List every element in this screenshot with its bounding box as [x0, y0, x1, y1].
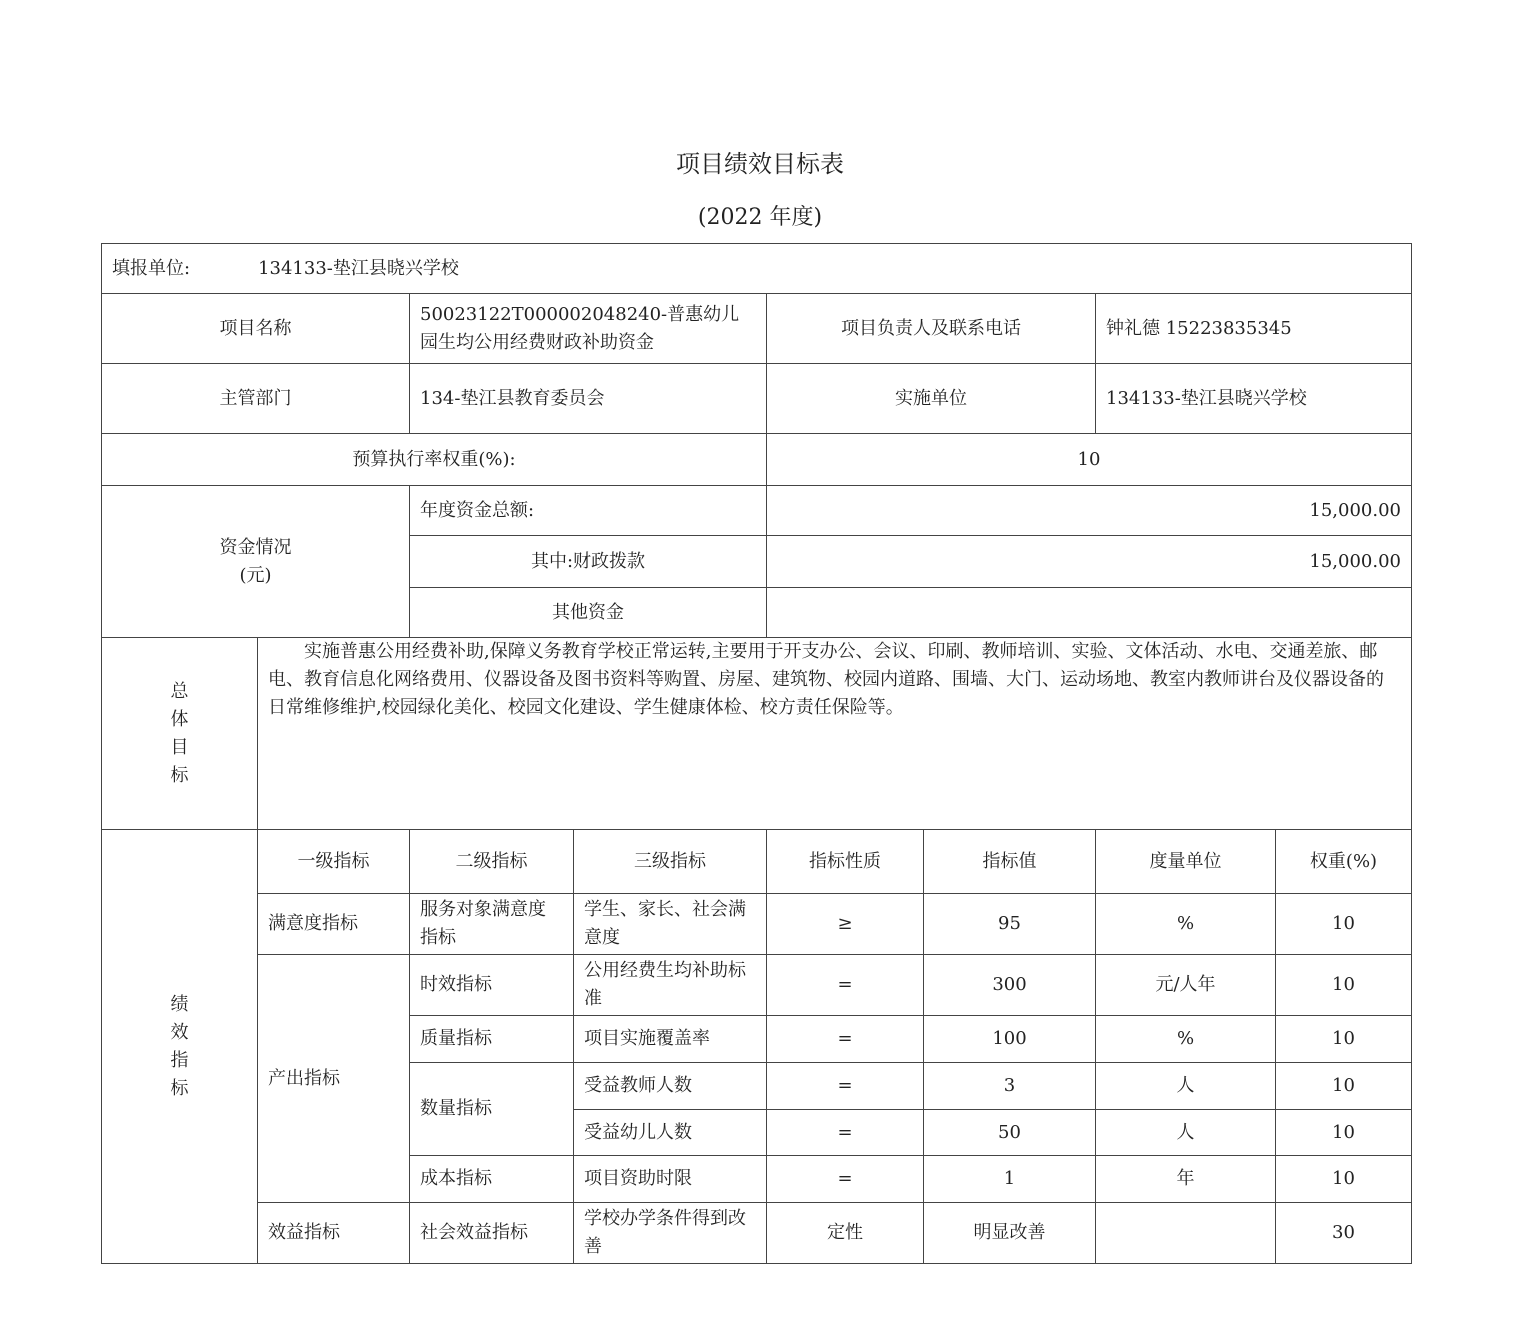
level1-satisfaction: 满意度指标 — [258, 894, 410, 955]
unit-cell: 年 — [1096, 1156, 1276, 1203]
dept-value: 134-垫江县教育委员会 — [410, 364, 767, 434]
level3-cell: 学生、家长、社会满意度 — [574, 894, 767, 955]
goal-label: 总 体 目 标 — [102, 638, 258, 830]
level3-cell: 公用经费生均补助标准 — [574, 955, 767, 1016]
page-subtitle: (2022 年度) — [697, 205, 823, 230]
indicator-header-row — [102, 830, 1412, 894]
funds-other-label: 其他资金 — [410, 588, 767, 638]
contact-label: 项目负责人及联系电话 — [767, 294, 1096, 364]
nature-cell: = — [767, 1110, 924, 1156]
dept-label: 主管部门 — [102, 364, 410, 434]
value-cell: 1 — [924, 1156, 1096, 1203]
reporting-unit-value: 134133-垫江县晓兴学校 — [258, 257, 459, 279]
level2-quality: 质量指标 — [410, 1016, 574, 1063]
value-cell: 3 — [924, 1063, 1096, 1110]
col-header-level3: 三级指标 — [574, 830, 767, 894]
level2-service: 服务对象满意度指标 — [410, 894, 574, 955]
value-cell: 50 — [924, 1110, 1096, 1156]
nature-cell: = — [767, 1063, 924, 1110]
level3-cell: 学校办学条件得到改善 — [574, 1203, 767, 1264]
unit-cell — [1096, 1203, 1276, 1264]
value-cell: 100 — [924, 1016, 1096, 1063]
header-row — [102, 244, 1412, 294]
unit-cell: 人 — [1096, 1063, 1276, 1110]
project-row — [102, 294, 1412, 364]
nature-cell: = — [767, 1016, 924, 1063]
table-row — [102, 1203, 1412, 1264]
table-row — [102, 894, 1412, 955]
nature-cell: = — [767, 955, 924, 1016]
funds-fiscal-label: 其中:财政拨款 — [410, 536, 767, 588]
contact-value: 钟礼德 15223835345 — [1096, 294, 1412, 364]
nature-cell: 定性 — [767, 1203, 924, 1264]
goal-text: 实施普惠公用经费补助,保障义务教育学校正常运转,主要用于开支办公、会议、印刷、教师培训、实验、文体活动、水电、交通差旅、邮电、教育信息化网络费用、仪器设备及图书资料等购置、房屋、建筑物、校园内道路、围墙、大门、运动场地、教室内教师讲台及仪器设备的日常维修维护,校园绿化美化、校园文化建设、学生健康体检、校方责任保险等。 — [258, 638, 1412, 830]
col-header-level2: 二级指标 — [410, 830, 574, 894]
level2-social: 社会效益指标 — [410, 1203, 574, 1264]
level2-cost: 成本指标 — [410, 1156, 574, 1203]
weight-cell: 10 — [1276, 894, 1412, 955]
impl-label: 实施单位 — [767, 364, 1096, 434]
goal-row — [102, 638, 1412, 830]
funds-label: 资金情况 — [219, 536, 292, 558]
funds-label-cell — [102, 486, 410, 638]
weight-cell: 10 — [1276, 1063, 1412, 1110]
impl-value: 134133-垫江县晓兴学校 — [1096, 364, 1412, 434]
weight-cell: 10 — [1276, 1016, 1412, 1063]
col-header-level1: 一级指标 — [258, 830, 410, 894]
funds-other-value — [767, 588, 1412, 638]
level1-output: 产出指标 — [258, 955, 410, 1203]
funds-total-value: 15,000.00 — [767, 486, 1412, 536]
level3-cell: 受益教师人数 — [574, 1063, 767, 1110]
project-name-value: 50023122T000002048240-普惠幼儿园生均公用经费财政补助资金 — [410, 294, 767, 364]
nature-cell: = — [767, 1156, 924, 1203]
funds-total-label: 年度资金总额: — [410, 486, 767, 536]
col-header-nature: 指标性质 — [767, 830, 924, 894]
value-cell: 300 — [924, 955, 1096, 1016]
indicators-label: 绩 效 指 标 — [102, 830, 258, 1264]
unit-cell: 元/人年 — [1096, 955, 1276, 1016]
budget-weight-value: 10 — [767, 434, 1412, 486]
col-header-unit: 度量单位 — [1096, 830, 1276, 894]
value-cell: 95 — [924, 894, 1096, 955]
funds-fiscal-value: 15,000.00 — [767, 536, 1412, 588]
weight-cell: 10 — [1276, 955, 1412, 1016]
department-row — [102, 364, 1412, 434]
value-cell: 明显改善 — [924, 1203, 1096, 1264]
project-name-label: 项目名称 — [102, 294, 410, 364]
weight-cell: 10 — [1276, 1110, 1412, 1156]
weight-cell: 10 — [1276, 1156, 1412, 1203]
budget-weight-row — [102, 434, 1412, 486]
funds-total-row — [102, 486, 1412, 536]
unit-cell: % — [1096, 894, 1276, 955]
nature-cell: ≥ — [767, 894, 924, 955]
level1-benefit: 效益指标 — [258, 1203, 410, 1264]
performance-table — [101, 243, 1412, 1264]
col-header-weight: 权重(%) — [1276, 830, 1412, 894]
funds-unit: (元) — [239, 564, 272, 586]
weight-cell: 30 — [1276, 1203, 1412, 1264]
reporting-unit-cell — [102, 244, 1412, 294]
level2-timeliness: 时效指标 — [410, 955, 574, 1016]
level2-quantity: 数量指标 — [410, 1063, 574, 1156]
level3-cell: 项目实施覆盖率 — [574, 1016, 767, 1063]
budget-weight-label: 预算执行率权重(%): — [102, 434, 767, 486]
unit-cell: 人 — [1096, 1110, 1276, 1156]
level3-cell: 项目资助时限 — [574, 1156, 767, 1203]
level3-cell: 受益幼儿人数 — [574, 1110, 767, 1156]
col-header-value: 指标值 — [924, 830, 1096, 894]
reporting-unit-label: 填报单位: — [112, 257, 191, 279]
unit-cell: % — [1096, 1016, 1276, 1063]
page-title: 项目绩效目标表 — [676, 150, 844, 178]
table-row — [102, 955, 1412, 1016]
